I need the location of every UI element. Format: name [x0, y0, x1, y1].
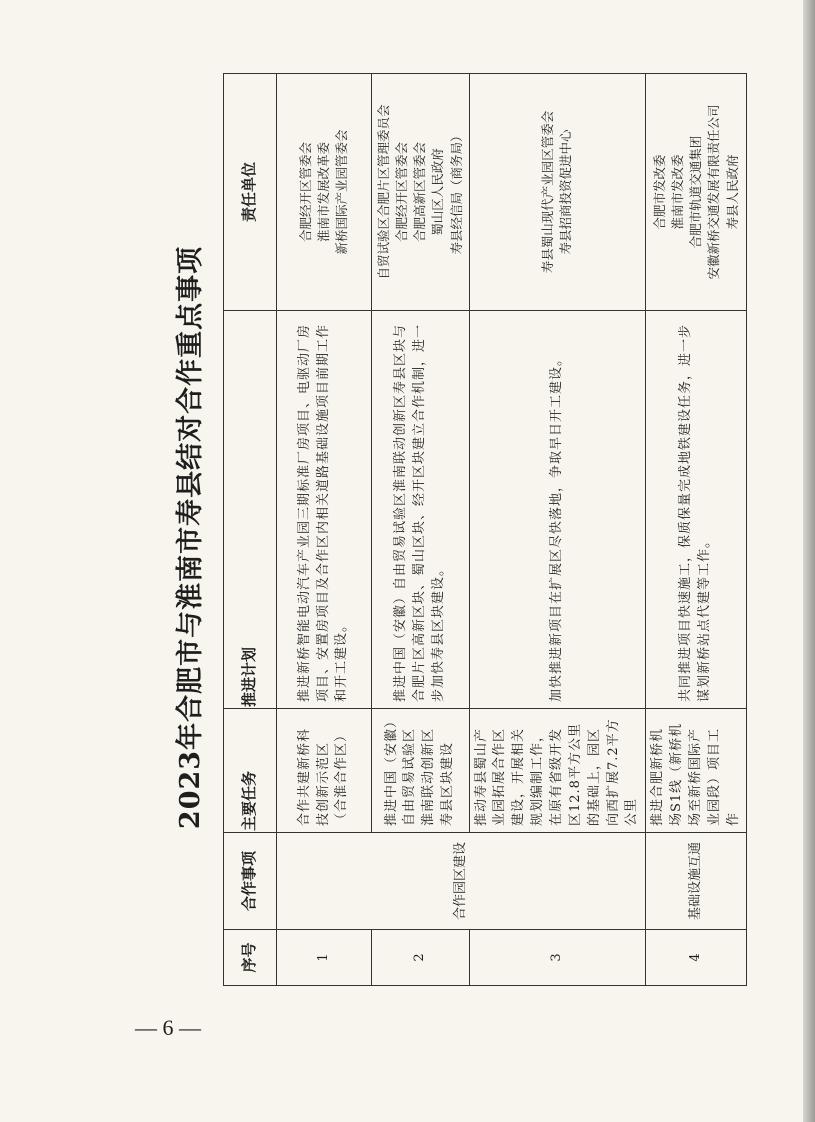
scan-page-edge: [803, 0, 815, 1122]
unit-line: 合肥经开区管委会: [394, 142, 410, 243]
header-item: 合作事项: [224, 833, 277, 930]
row-plan: 推进中国（安徽）自由贸易试验区淮南联动创新区寿县区块与合肥片区高新区块、蜀山区块、经开区块建立合作机制，进一步加快寿县区块建设。: [372, 311, 470, 709]
row-unit: [372, 74, 470, 311]
document-title: 2023年合肥市与淮南市寿县结对合作重点事项: [174, 245, 206, 830]
row-seq: 2: [372, 930, 470, 986]
unit-line: 自贸试验区合肥片区管理委员会: [376, 104, 391, 280]
row-item: 基础设施互通: [646, 833, 747, 930]
row-unit: [469, 74, 646, 311]
row-unit: [646, 74, 747, 311]
unit-line: 合肥市轨道交通集团: [688, 135, 704, 249]
header-seq: 序号: [224, 930, 277, 986]
header-plan: 推进计划: [224, 311, 277, 709]
unit-line: 淮南市发展改革委: [315, 142, 331, 243]
unit-line: 合肥高新区管委会: [412, 142, 428, 243]
unit-line: 寿县经信局（商务局）: [448, 129, 464, 255]
row-task: 合作共建新桥科技创新示范区（合淮合作区）: [277, 709, 372, 833]
row-plan: 共同推进项目快速施工，保质保量完成地铁建设任务，进一步谋划新桥站点代建等工作。: [646, 311, 747, 709]
row-seq: 3: [469, 930, 646, 986]
unit-line: 合肥经开区管委会: [297, 142, 313, 243]
row-task: 推进合肥新桥机场S1线（新桥机场至新桥国际产业园段）项目工作: [646, 709, 747, 833]
table-header-row: [224, 74, 277, 986]
row-item: 合作园区建设: [277, 833, 646, 930]
row-seq: 1: [277, 930, 372, 986]
row-task: 推进中国（安徽）自由贸易试验区淮南联动创新区寿县区块建设: [372, 709, 470, 833]
cooperation-table: [223, 73, 747, 986]
row-plan: 加快推进新项目在扩展区尽快落地，争取早日开工建设。: [469, 311, 646, 709]
unit-line: 寿县人民政府: [724, 154, 740, 230]
row-plan: 推进新桥智能电动汽车产业园三期标准厂房项目、电驱动厂房项目、安置房项目及合作区内相关道路基础设施项目前期工作和开工建设。: [277, 311, 372, 709]
page-number: — 6 —: [135, 1015, 201, 1040]
unit-line: 安徽新桥交通发展有限责任公司: [706, 104, 722, 280]
unit-line: 淮南市发改委: [670, 154, 686, 230]
row-unit: [277, 74, 372, 311]
unit-line: 寿县蜀山现代产业园区管委会: [540, 110, 556, 274]
unit-line: 寿县招商投资促进中心: [558, 129, 574, 255]
row-seq: 4: [646, 930, 747, 986]
unit-line: 蜀山区人民政府: [430, 148, 446, 236]
row-task: 推动寿县蜀山产业园拓展合作区建设，开展相关规划编制工作，在原有省级开发区12.8平方公里的基础上，园区向西扩展7.2平方公里: [469, 709, 646, 833]
header-task: 主要任务: [224, 709, 277, 833]
header-unit: 责任单位: [224, 74, 277, 311]
rotated-page-content: [151, 89, 741, 986]
unit-line: 新桥国际产业园管委会: [334, 129, 350, 255]
unit-line: 合肥市发改委: [652, 154, 668, 230]
table-row: [646, 74, 747, 986]
table-row: [277, 74, 372, 986]
